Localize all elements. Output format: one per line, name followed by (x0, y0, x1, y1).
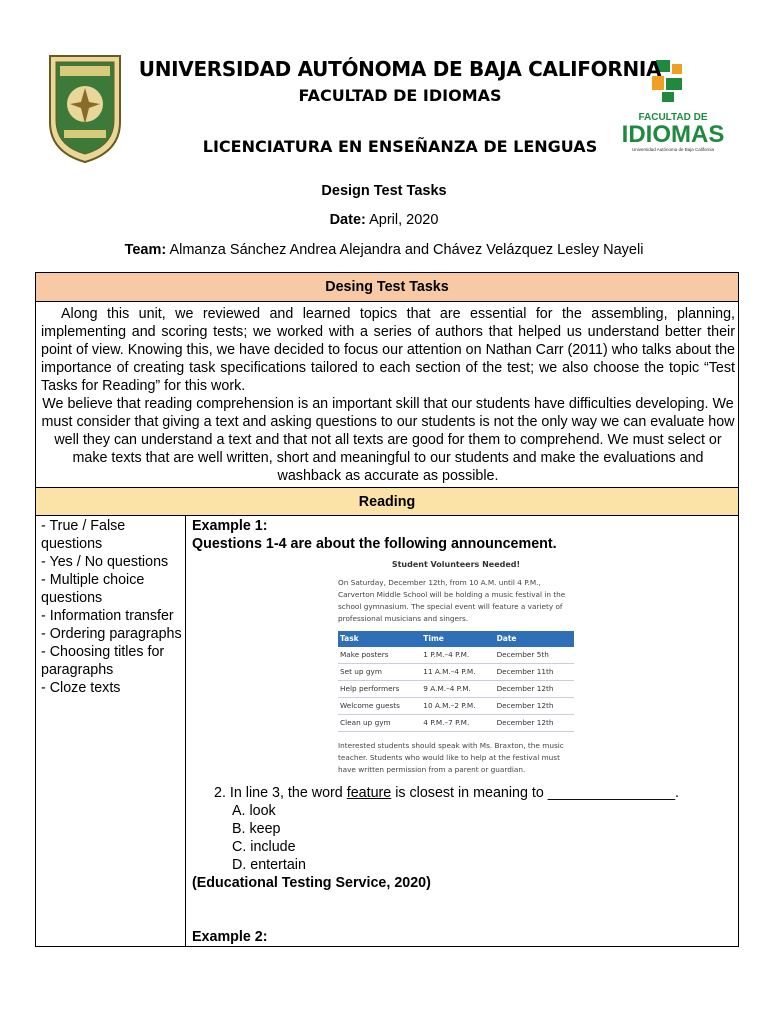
announcement-row (338, 664, 574, 681)
announcement-cell: 4 P.M.–7 P.M. (421, 715, 494, 732)
task-type-item: - True / False questions (41, 518, 126, 552)
announcement-cell: Set up gym (338, 664, 421, 681)
question-prefix: 2. In line 3, the word (214, 785, 347, 801)
document-title: Design Test Tasks (321, 183, 447, 199)
intro-cell (36, 302, 739, 488)
logo-line3: Universidad Autónoma de Baja California (631, 147, 715, 152)
section-header-reading: Reading (36, 488, 739, 516)
announcement-cell: December 12th (495, 698, 574, 715)
announcement-table (338, 631, 574, 732)
program-name: LICENCIATURA EN ENSEÑANZA DE LENGUAS (202, 137, 598, 156)
announcement-row (338, 698, 574, 715)
announcement-cell: December 11th (495, 664, 574, 681)
question-2 (214, 784, 732, 802)
logo-line2: IDIOMAS (621, 121, 725, 148)
announcement-footer: Interested students should speak with Ms. Braxton, the music teacher. Students who would like to help at the festival must have written permission from a parent or guardian. (338, 741, 564, 774)
announcement-image (338, 559, 574, 776)
option-d: D. entertain (232, 857, 306, 873)
section-header-design: Desing Test Tasks (36, 273, 739, 302)
example1-instruction: Questions 1-4 are about the following announcement. (192, 536, 557, 552)
example1-label: Example 1: (192, 518, 268, 534)
announcement-cell: Welcome guests (338, 698, 421, 715)
announcement-cell: 1 P.M.–4 P.M. (421, 647, 494, 664)
announcement-cell: 11 A.M.–4 P.M. (421, 664, 494, 681)
announcement-row (338, 681, 574, 698)
option-c: C. include (232, 839, 296, 855)
date-label: Date: (329, 212, 366, 228)
task-type-item: - Information transfer (41, 608, 174, 624)
task-type-item: - Multiple choice questions (41, 572, 145, 606)
university-name: UNIVERSIDAD AUTÓNOMA DE BAJA CALIFORNIA (138, 57, 662, 81)
announcement-cell: 10 A.M.–2 P.M. (421, 698, 494, 715)
announcement-cell: Clean up gym (338, 715, 421, 732)
announcement-cell: Make posters (338, 647, 421, 664)
date-value: April, 2020 (369, 212, 439, 228)
example2-label: Example 2: (192, 929, 268, 945)
question-word: feature (346, 785, 392, 801)
option-b: B. keep (232, 821, 281, 837)
tasks-table (35, 272, 739, 947)
announcement-cell: 9 A.M.–4 P.M. (421, 681, 494, 698)
announcement-cell: December 5th (495, 647, 574, 664)
team-value: Almanza Sánchez Andrea Alejandra and Chávez Velázquez Lesley Nayeli (169, 242, 644, 258)
question-suffix: is closest in meaning to ________________. (391, 785, 679, 801)
task-type-item: - Cloze texts (41, 680, 121, 696)
announcement-col-header: Task (338, 631, 421, 647)
task-type-item: - Choosing titles for paragraphs (41, 644, 165, 678)
intro-paragraph-1: Along this unit, we reviewed and learned topics that are essential for the assembling, planning, implementing and scoring tests; we worked with a series of authors that helped us understand better their point of view. Knowing this, we have decided to focus our attention on Nathan Carr (2011) who talks about the importance of creating task specifications tailored to each section of the test; we also choose the topic “Test Tasks for Reading” for this work. (41, 306, 735, 394)
announcement-cell: Help performers (338, 681, 421, 698)
date-line (0, 212, 768, 228)
announcement-text: On Saturday, December 12th, from 10 A.M. until 4 P.M., Carverton Middle School will be holding a music festival in the school gymnasium. The special event will feature a variety of professional musicians and singers. (338, 578, 566, 623)
intro-paragraph-2: We believe that reading comprehension is an important skill that our students have difficulties developing. We must consider that giving a text and asking questions to our students is not the only way we can evaluate how well they can understand a text and that not all texts are good for them to comprehend. We must select or make texts that are well written, short and meaningful to our students and make the evaluations and washback as accurate as possible. (41, 396, 735, 484)
task-type-item: - Ordering paragraphs (41, 626, 182, 642)
announcement-cell: December 12th (495, 715, 574, 732)
team-line (0, 242, 768, 258)
task-type-item: - Yes / No questions (41, 554, 169, 570)
faculty-name: FACULTAD DE IDIOMAS (298, 86, 502, 105)
logo-line1: FACULTAD DE (638, 112, 708, 123)
team-label: Team: (124, 242, 167, 258)
announcement-title: Student Volunteers Needed! (391, 560, 521, 569)
announcement-col-header: Time (421, 631, 494, 647)
announcement-cell: December 12th (495, 681, 574, 698)
uabc-seal-logo (44, 52, 126, 164)
announcement-row (338, 715, 574, 732)
option-a: A. look (232, 803, 276, 819)
examples-cell (186, 516, 739, 947)
announcement-col-header: Date (495, 631, 574, 647)
task-types-cell (36, 516, 186, 947)
citation: (Educational Testing Service, 2020) (192, 875, 431, 891)
announcement-row (338, 647, 574, 664)
